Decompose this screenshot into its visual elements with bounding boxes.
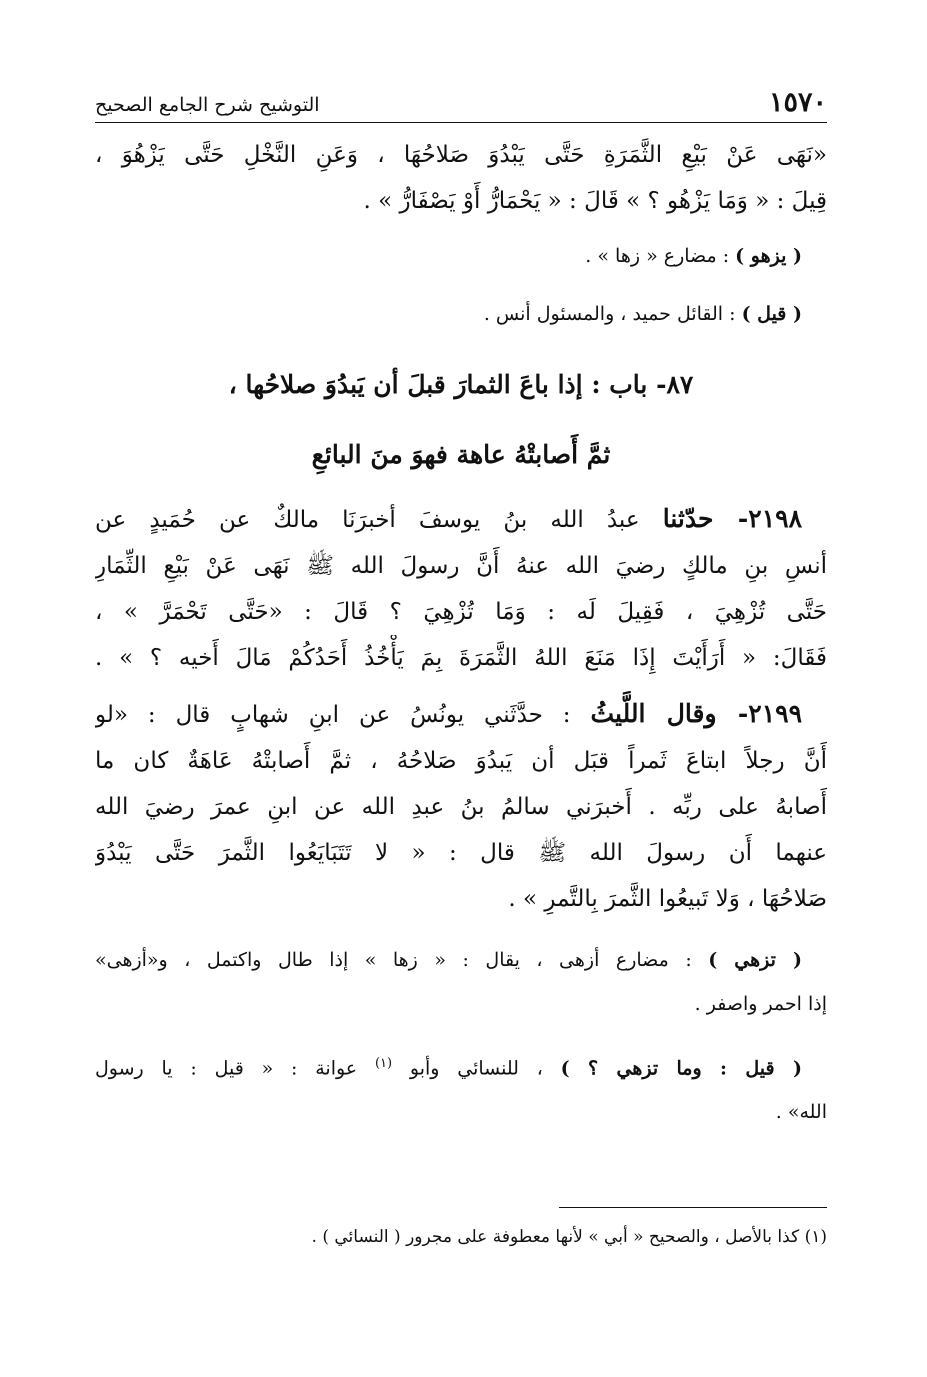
hadith-text-line: أنسِ بنِ مالكٍ رضيَ الله عنهُ أَنَّ رسولَ الله ﷺ نَهَى عَنْ بَيْعِ الثِّمَارِ (95, 553, 827, 579)
gloss-paragraph (95, 938, 827, 1026)
hadith-text-line: أَنَّ رجلاً ابتاعَ ثَمراً قبَل أن يَبدُوَ صَلاحُهُ ، ثمَّ أَصابتْهُ عَاهَةٌ كان ما (95, 748, 827, 774)
gloss-term: ( تزهي ) (708, 949, 803, 971)
footnote-divider (559, 1207, 827, 1208)
page-number: ١٥٧٠ (768, 87, 827, 118)
chapter-heading (95, 364, 827, 476)
gloss-line: الله» . (775, 1101, 827, 1124)
chapter-heading-line: ثمَّ أَصابتْهُ عاهة فهوَ منَ البائعِ (311, 440, 611, 469)
gloss-line: إذا احمر واصفر . (694, 993, 827, 1015)
gloss-text: : القائل حميد ، والمسئول أنس . (483, 303, 742, 325)
gloss-term: ( قيل : وما تزهي ؟ ) (560, 1057, 802, 1080)
page-header (95, 82, 827, 123)
hadith-text-line: أَصابهُ على ربِّه . أَخبرَني سالمُ بنُ عبدِ الله عن ابنِ عمرَ رضيَ الله (95, 794, 827, 820)
hadith-text-line: ٢١٩٨- حدّثنا عبدُ الله بنُ يوسفَ أخبرَنَا مالكٌ عن حُمَيدٍ عن (95, 504, 802, 533)
hadith-2198 (95, 496, 827, 681)
hadith-number: ٢١٩٨- حدّثنا (662, 504, 802, 533)
hadith-text-line: عنهما أَن رسولَ الله ﷺ قال : « لا تَتَبَايَعُوا الثَّمرَ حَتَّى يَبْدُوَ (95, 840, 827, 866)
gloss-paragraph (95, 292, 827, 336)
gloss-line: ( قيل : وما تزهي ؟ ) ، للنسائي وأبو $^{(١)}$ عوانة : « قيل : يا رسول (95, 1056, 802, 1080)
page-body (95, 132, 827, 1134)
footnote: (١) كذا بالأصل ، والصحيح « أبي » لأنها معطوفة على مجرور ( النسائي ) . (311, 1227, 827, 1247)
hadith-text-line: صَلاحُهَا ، وَلا تَبيعُوا الثَّمرَ بِالتَّمرِ » . (508, 886, 827, 912)
gloss-term: ( قيل ) (741, 303, 802, 325)
hadith-text-line: «نَهَى عَنْ بَيْعِ الثَّمَرَةِ حَتَّى يَبْدُوَ صَلاحُهَا ، وَعَنِ النَّخْلِ حَتَّى يَزْهُوَ ، (95, 142, 827, 168)
footnote-reference[interactable]: (١) (374, 1056, 393, 1071)
hadith-number: ٢١٩٩- وقال اللَّيثُ (590, 699, 802, 728)
gloss-term: ( يزهو ) (735, 245, 802, 267)
gloss-line: ( تزهي ) : مضارع أزهى ، يقال : « زها » إذا طال واكتمل ، و«أزهى» (95, 949, 803, 971)
gloss-paragraph (95, 1042, 827, 1134)
running-title: التوشيح شرح الجامع الصحيح (95, 94, 320, 116)
hadith-text-line: قِيلَ : « وَمَا يَزْهُو ؟ » قَالَ : « يَحْمَارُّ أَوْ يَصْفَارُّ » . (363, 188, 827, 214)
hadith-text-line: ٢١٩٩- وقال اللَّيثُ : حدَّثَني يونُسُ عن ابنِ شهابٍ قال : «لو (95, 699, 802, 728)
chapter-heading-line: ٨٧- باب : إذا باعَ الثمارَ قبلَ أن يَبدُوَ صلاحُها ، (228, 370, 694, 399)
gloss-text: : مضارع « زها » . (585, 245, 736, 267)
hadith-2199 (95, 691, 827, 922)
hadith-text-line: فَقَالَ: « أَرَأَيْتَ إِذَا مَنَعَ اللهُ الثَّمَرَةَ بِمَ يَأْخُذُ أَحَدُكُمْ مَالَ أَخيه ؟ » . (95, 645, 827, 671)
gloss-paragraph (95, 234, 827, 278)
hadith-text-line: حَتَّى تُزْهِيَ ، فَقِيلَ لَه : وَمَا تُزْهِيَ ؟ قَالَ : «حَتَّى تَحْمَرَّ » ، (95, 599, 827, 625)
